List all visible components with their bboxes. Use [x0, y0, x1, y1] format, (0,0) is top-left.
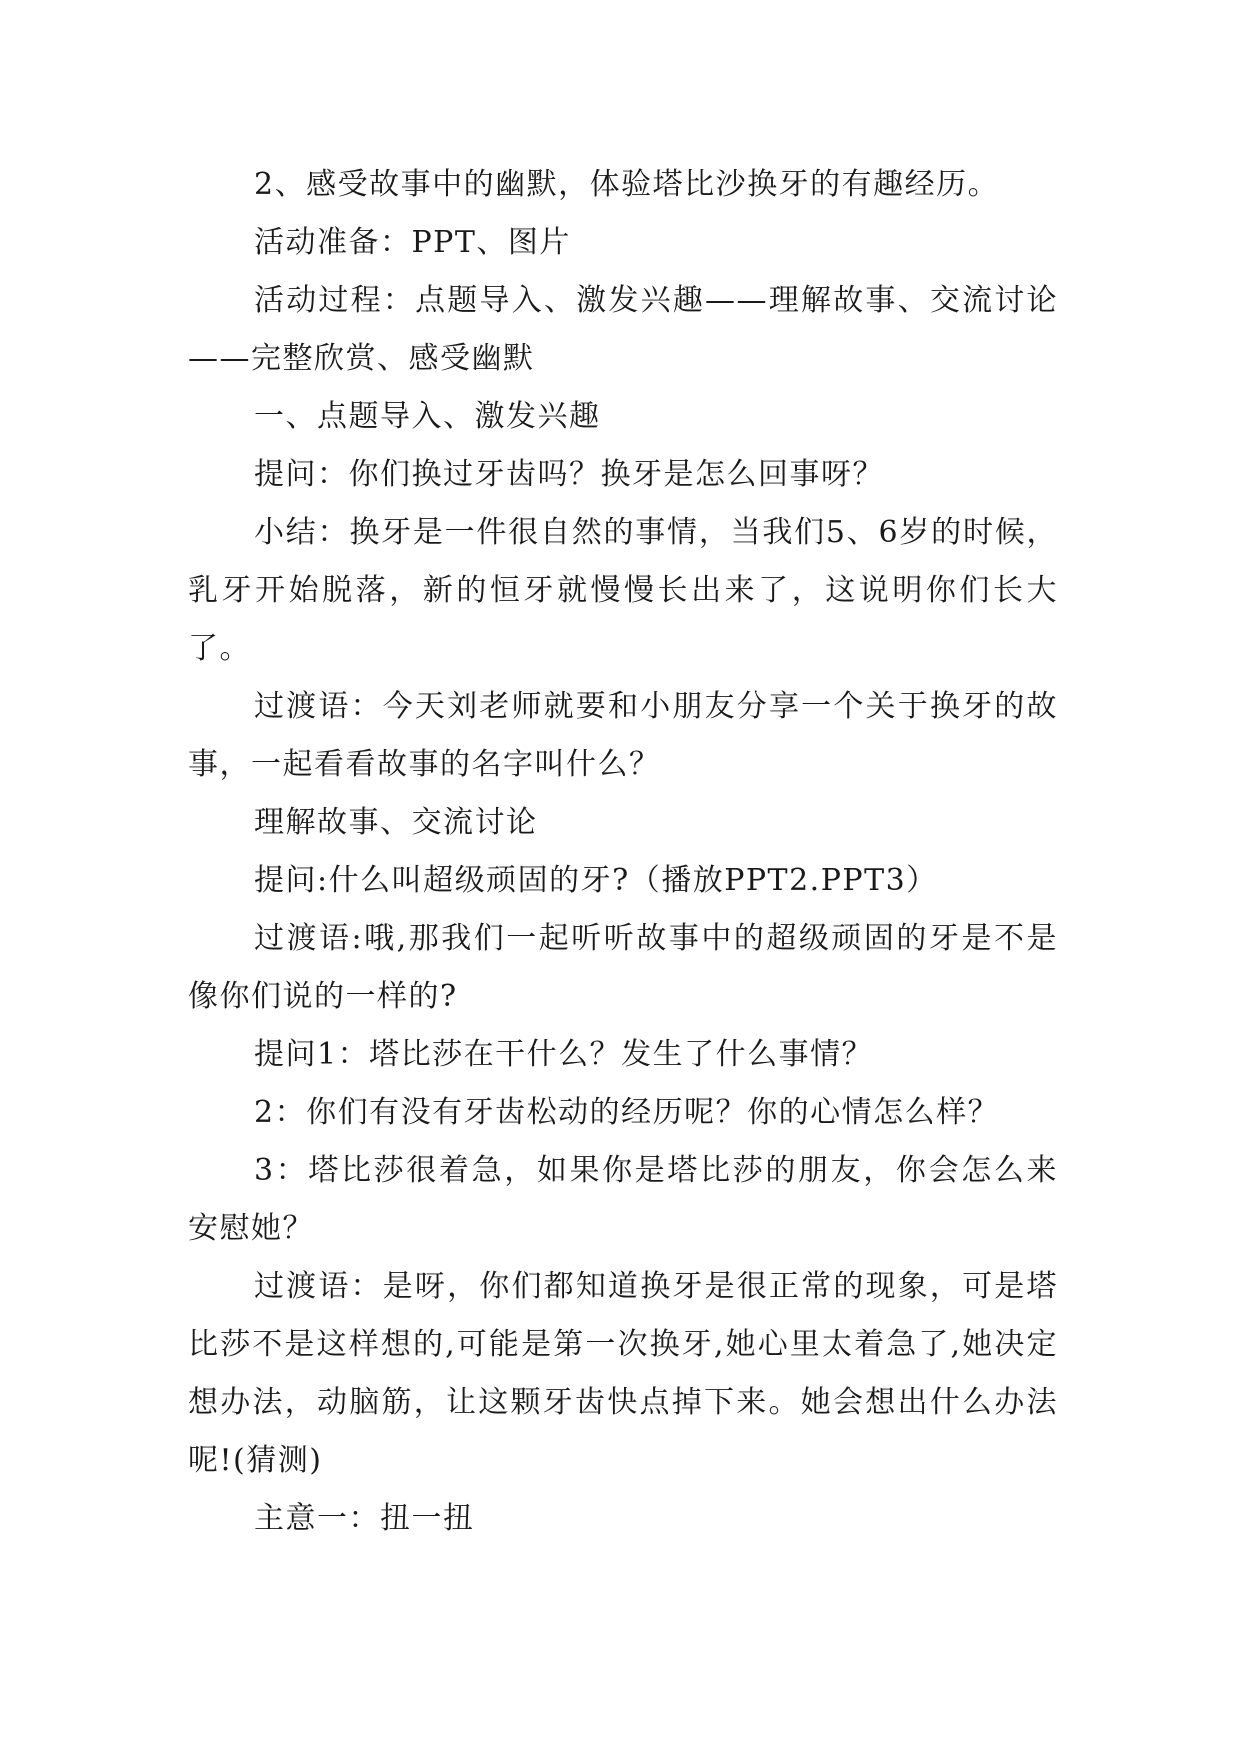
paragraph-question-1: 提问1：塔比莎在干什么？发生了什么事情？ — [254, 1037, 874, 1072]
paragraph-preparation: 活动准备：PPT、图片 — [254, 225, 571, 260]
paragraph-process: 活动过程：点题导入、激发兴趣——理解故事、交流讨论——完整欣赏、感受幽默 — [188, 283, 1058, 376]
paragraph-question-stubborn-tooth: 提问:什么叫超级顽固的牙?（播放PPT2.PPT3） — [254, 863, 938, 898]
paragraph-summary: 小结：换牙是一件很自然的事情，当我们5、6岁的时候，乳牙开始脱落，新的恒牙就慢慢长出来了，这说明你们长大了。 — [188, 515, 1058, 666]
paragraph-question-3: 3：塔比莎很着急，如果你是塔比莎的朋友，你会怎么来安慰她？ — [188, 1153, 1058, 1246]
paragraph-transition-2: 过渡语:哦,那我们一起听听故事中的超级顽固的牙是不是像你们说的一样的? — [188, 921, 1058, 1014]
paragraph-question: 提问：你们换过牙齿吗？换牙是怎么回事呀？ — [254, 457, 884, 492]
paragraph-question-2: 2：你们有没有牙齿松动的经历呢？你的心情怎么样？ — [254, 1095, 1000, 1130]
section-heading-understanding: 理解故事、交流讨论 — [254, 805, 538, 840]
paragraph-transition-3: 过渡语：是呀，你们都知道换牙是很正常的现象，可是塔比莎不是这样想的,可能是第一次换牙,她心里太着急了,她决定想办法，动脑筋，让这颗牙齿快点掉下来。她会想出什么办法呢!(猜测) — [188, 1269, 1058, 1478]
document-body — [188, 156, 1058, 1548]
paragraph-goal-2: 2、感受故事中的幽默，体验塔比沙换牙的有趣经历。 — [254, 167, 1000, 202]
paragraph-idea-1: 主意一：扭一扭 — [254, 1501, 475, 1536]
paragraph-transition-1: 过渡语：今天刘老师就要和小朋友分享一个关于换牙的故事，一起看看故事的名字叫什么？ — [188, 689, 1058, 782]
section-heading-intro: 一、点题导入、激发兴趣 — [254, 399, 601, 434]
